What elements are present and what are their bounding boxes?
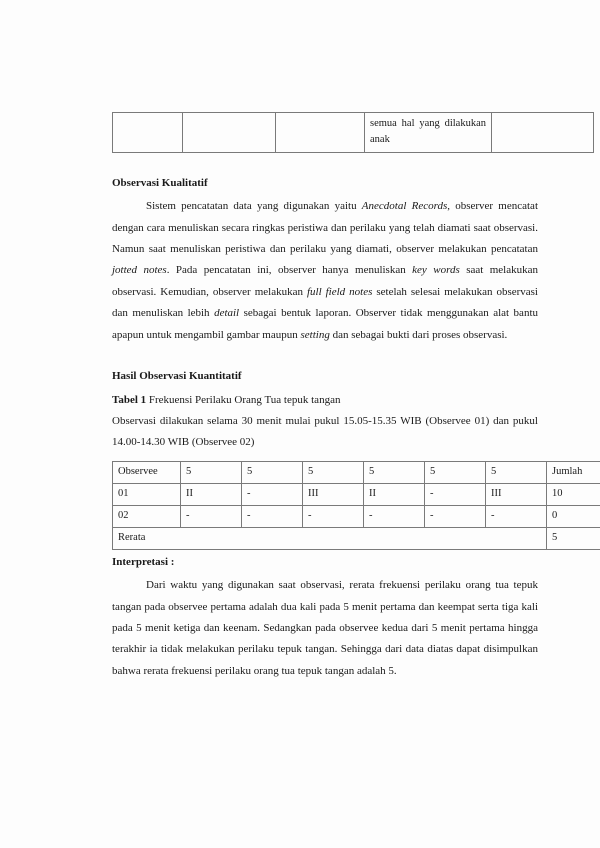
cell-01-interval-2: - bbox=[242, 483, 303, 505]
text-run: sebagai bentuk laporan. Observer tidak menggunakan alat bantu apapun untuk mengambil gambar maupun bbox=[112, 307, 538, 341]
text-run: , observer mencatat dengan cara menuliskan secara ringkas peristiwa dan perilaku yang telah diamati saat observasi. Namun saat menuliskan peristiwa dan perilaku yang diamati, observer melakukan pencatatan bbox=[112, 200, 538, 255]
summary-value-rerata: 5 bbox=[547, 527, 600, 549]
heading-observasi-kualitatif: Observasi Kualitatif bbox=[112, 176, 208, 189]
table-description: Observasi dilakukan selama 30 menit mulai pukul 15.05-15.35 WIB (Observee 01) dan pukul 14.00-14.30 WIB (Observee 02) bbox=[112, 414, 538, 449]
header-cell-observee: Observee bbox=[113, 461, 181, 483]
data-table-body bbox=[113, 461, 600, 549]
table-row bbox=[113, 113, 594, 153]
fragment-cell-empty-2 bbox=[183, 113, 276, 153]
cell-02-interval-4: - bbox=[364, 505, 425, 527]
text-run: dan sebagai bukti dari proses observasi. bbox=[329, 328, 508, 341]
cell-02-interval-2: - bbox=[242, 505, 303, 527]
row-label-observee-02: 02 bbox=[113, 505, 181, 527]
table-header-row bbox=[113, 461, 600, 483]
cell-02-interval-1: - bbox=[181, 505, 242, 527]
heading-interpretasi: Interpretasi : bbox=[112, 555, 175, 568]
fragment-table-body bbox=[113, 113, 594, 153]
header-cell-interval-2: 5 bbox=[242, 461, 303, 483]
spacer bbox=[112, 346, 538, 368]
cell-01-jumlah: 10 bbox=[547, 483, 600, 505]
cell-01-interval-6: III bbox=[486, 483, 547, 505]
page-content bbox=[112, 112, 583, 682]
cell-02-interval-3: - bbox=[303, 505, 364, 527]
text-run: saat melakukan observasi. Kemudian, observer melakukan bbox=[112, 264, 538, 298]
table-row bbox=[113, 483, 600, 505]
text-run: Sistem pencatatan data yang digunakan yaitu bbox=[146, 200, 362, 213]
text-run: setelah selesai melakukan observasi dan menuliskan lebih bbox=[112, 285, 538, 320]
cell-01-interval-5: - bbox=[425, 483, 486, 505]
continued-table-fragment bbox=[112, 112, 594, 153]
header-cell-interval-1: 5 bbox=[181, 461, 242, 483]
italic-term: key words bbox=[412, 264, 460, 277]
spacer bbox=[112, 153, 538, 175]
table-caption-label: Tabel 1 bbox=[112, 393, 147, 406]
heading-hasil-observasi-kuantitatif: Hasil Observasi Kuantitatif bbox=[112, 370, 242, 383]
frequency-data-table bbox=[112, 461, 600, 550]
italic-term: Anecdotal Records bbox=[361, 200, 448, 213]
fragment-cell-empty-1 bbox=[113, 113, 183, 153]
header-cell-interval-5: 5 bbox=[425, 461, 486, 483]
table-summary-row bbox=[113, 527, 600, 549]
header-cell-interval-3: 5 bbox=[303, 461, 364, 483]
paragraph-observasi-kualitatif bbox=[112, 196, 538, 346]
header-cell-interval-4: 5 bbox=[364, 461, 425, 483]
fragment-cell-empty-3 bbox=[276, 113, 365, 153]
header-cell-interval-6: 5 bbox=[486, 461, 547, 483]
italic-term: full field notes bbox=[306, 285, 373, 298]
summary-label-rerata: Rerata bbox=[113, 527, 547, 549]
table-caption bbox=[112, 390, 538, 411]
cell-02-jumlah: 0 bbox=[547, 505, 600, 527]
spacer bbox=[112, 454, 538, 461]
fragment-cell-empty-5 bbox=[492, 113, 594, 153]
table-caption-title: Frekuensi Perilaku Orang Tua tepuk tangan bbox=[146, 393, 341, 406]
cell-02-interval-5: - bbox=[425, 505, 486, 527]
header-cell-jumlah: Jumlah bbox=[547, 461, 600, 483]
text-run: . Pada pencatatan ini, observer hanya menuliskan bbox=[166, 264, 413, 277]
italic-term: setting bbox=[300, 328, 330, 341]
paragraph-interpretasi: Dari waktu yang digunakan saat observasi, rerata frekuensi perilaku orang tua tepuk tangan pada observee pertama adalah dua kali pada 5 menit pertama dan keempat serta tiga kali pada 5 menit ketiga dan keenam. Sedangkan pada observee kedua dari 5 menit pertama hingga terakhir ia tidak melakukan perilaku tepuk tangan. Sehingga dari data diatas dapat disimpulkan bahwa rerata frekuensi perilaku orang tua tepuk tangan adalah 5. bbox=[112, 579, 538, 677]
table-row bbox=[113, 505, 600, 527]
cell-01-interval-4: II bbox=[364, 483, 425, 505]
row-label-observee-01: 01 bbox=[113, 483, 181, 505]
fragment-cell-text: semua hal yang dilakukan anak bbox=[365, 113, 492, 153]
cell-02-interval-6: - bbox=[486, 505, 547, 527]
italic-term: detail bbox=[214, 307, 240, 320]
cell-01-interval-1: II bbox=[181, 483, 242, 505]
cell-01-interval-3: III bbox=[303, 483, 364, 505]
italic-term: jotted notes bbox=[112, 264, 167, 277]
